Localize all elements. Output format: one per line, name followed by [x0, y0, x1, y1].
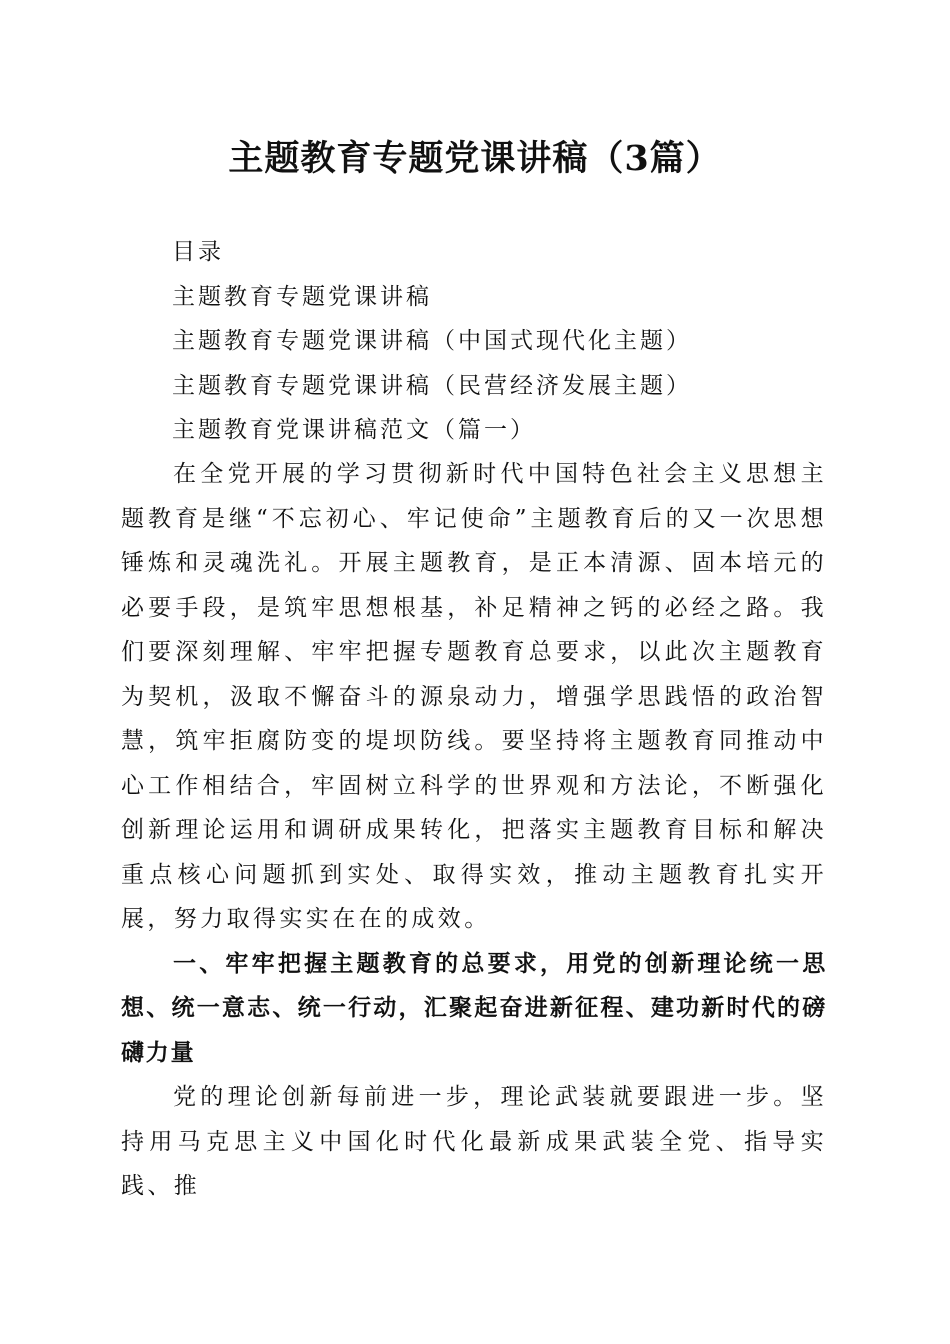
- table-of-contents: [172, 230, 852, 453]
- document-body: [121, 452, 827, 1209]
- section-heading: 一、牢牢把握主题教育的总要求，用党的创新理论统一思想、统一意志、统一行动，汇聚起奋进新征程、建功新时代的磅礴力量: [121, 950, 827, 1066]
- toc-item[interactable]: 主题教育专题党课讲稿（中国式现代化主题）: [172, 328, 692, 354]
- toc-heading: 目录: [172, 239, 224, 265]
- body-paragraph: 在全党开展的学习贯彻新时代中国特色社会主义思想主题教育是继“不忘初心、牢记使命”主题教育后的又一次思想锤炼和灵魂洗礼。开展主题教育，是正本清源、固本培元的必要手段，是筑牢思想根基，补足精神之钙的必经之路。我们要深刻理解、牢牢把握专题教育总要求，以此次主题教育为契机，汲取不懈奋斗的源泉动力，增强学思践悟的政治智慧，筑牢拒腐防变的堤坝防线。要坚持将主题教育同推动中心工作相结合，牢固树立科学的世界观和方法论，不断强化创新理论运用和调研成果转化，把落实主题教育目标和解决重点核心问题抓到实处、取得实效，推动主题教育扎实开展，努力取得实实在在的成效。: [121, 461, 827, 932]
- toc-item[interactable]: 主题教育专题党课讲稿: [172, 283, 432, 310]
- toc-item[interactable]: 主题教育党课讲稿范文（篇一）: [172, 417, 536, 443]
- body-paragraph: 党的理论创新每前进一步，理论武装就要跟进一步。坚持用马克思主义中国化时代化最新成果武装全党、指导实践、推: [121, 1084, 827, 1199]
- toc-item[interactable]: 主题教育专题党课讲稿（民营经济发展主题）: [172, 372, 692, 399]
- document-title: 主题教育专题党课讲稿（3篇）: [228, 138, 722, 179]
